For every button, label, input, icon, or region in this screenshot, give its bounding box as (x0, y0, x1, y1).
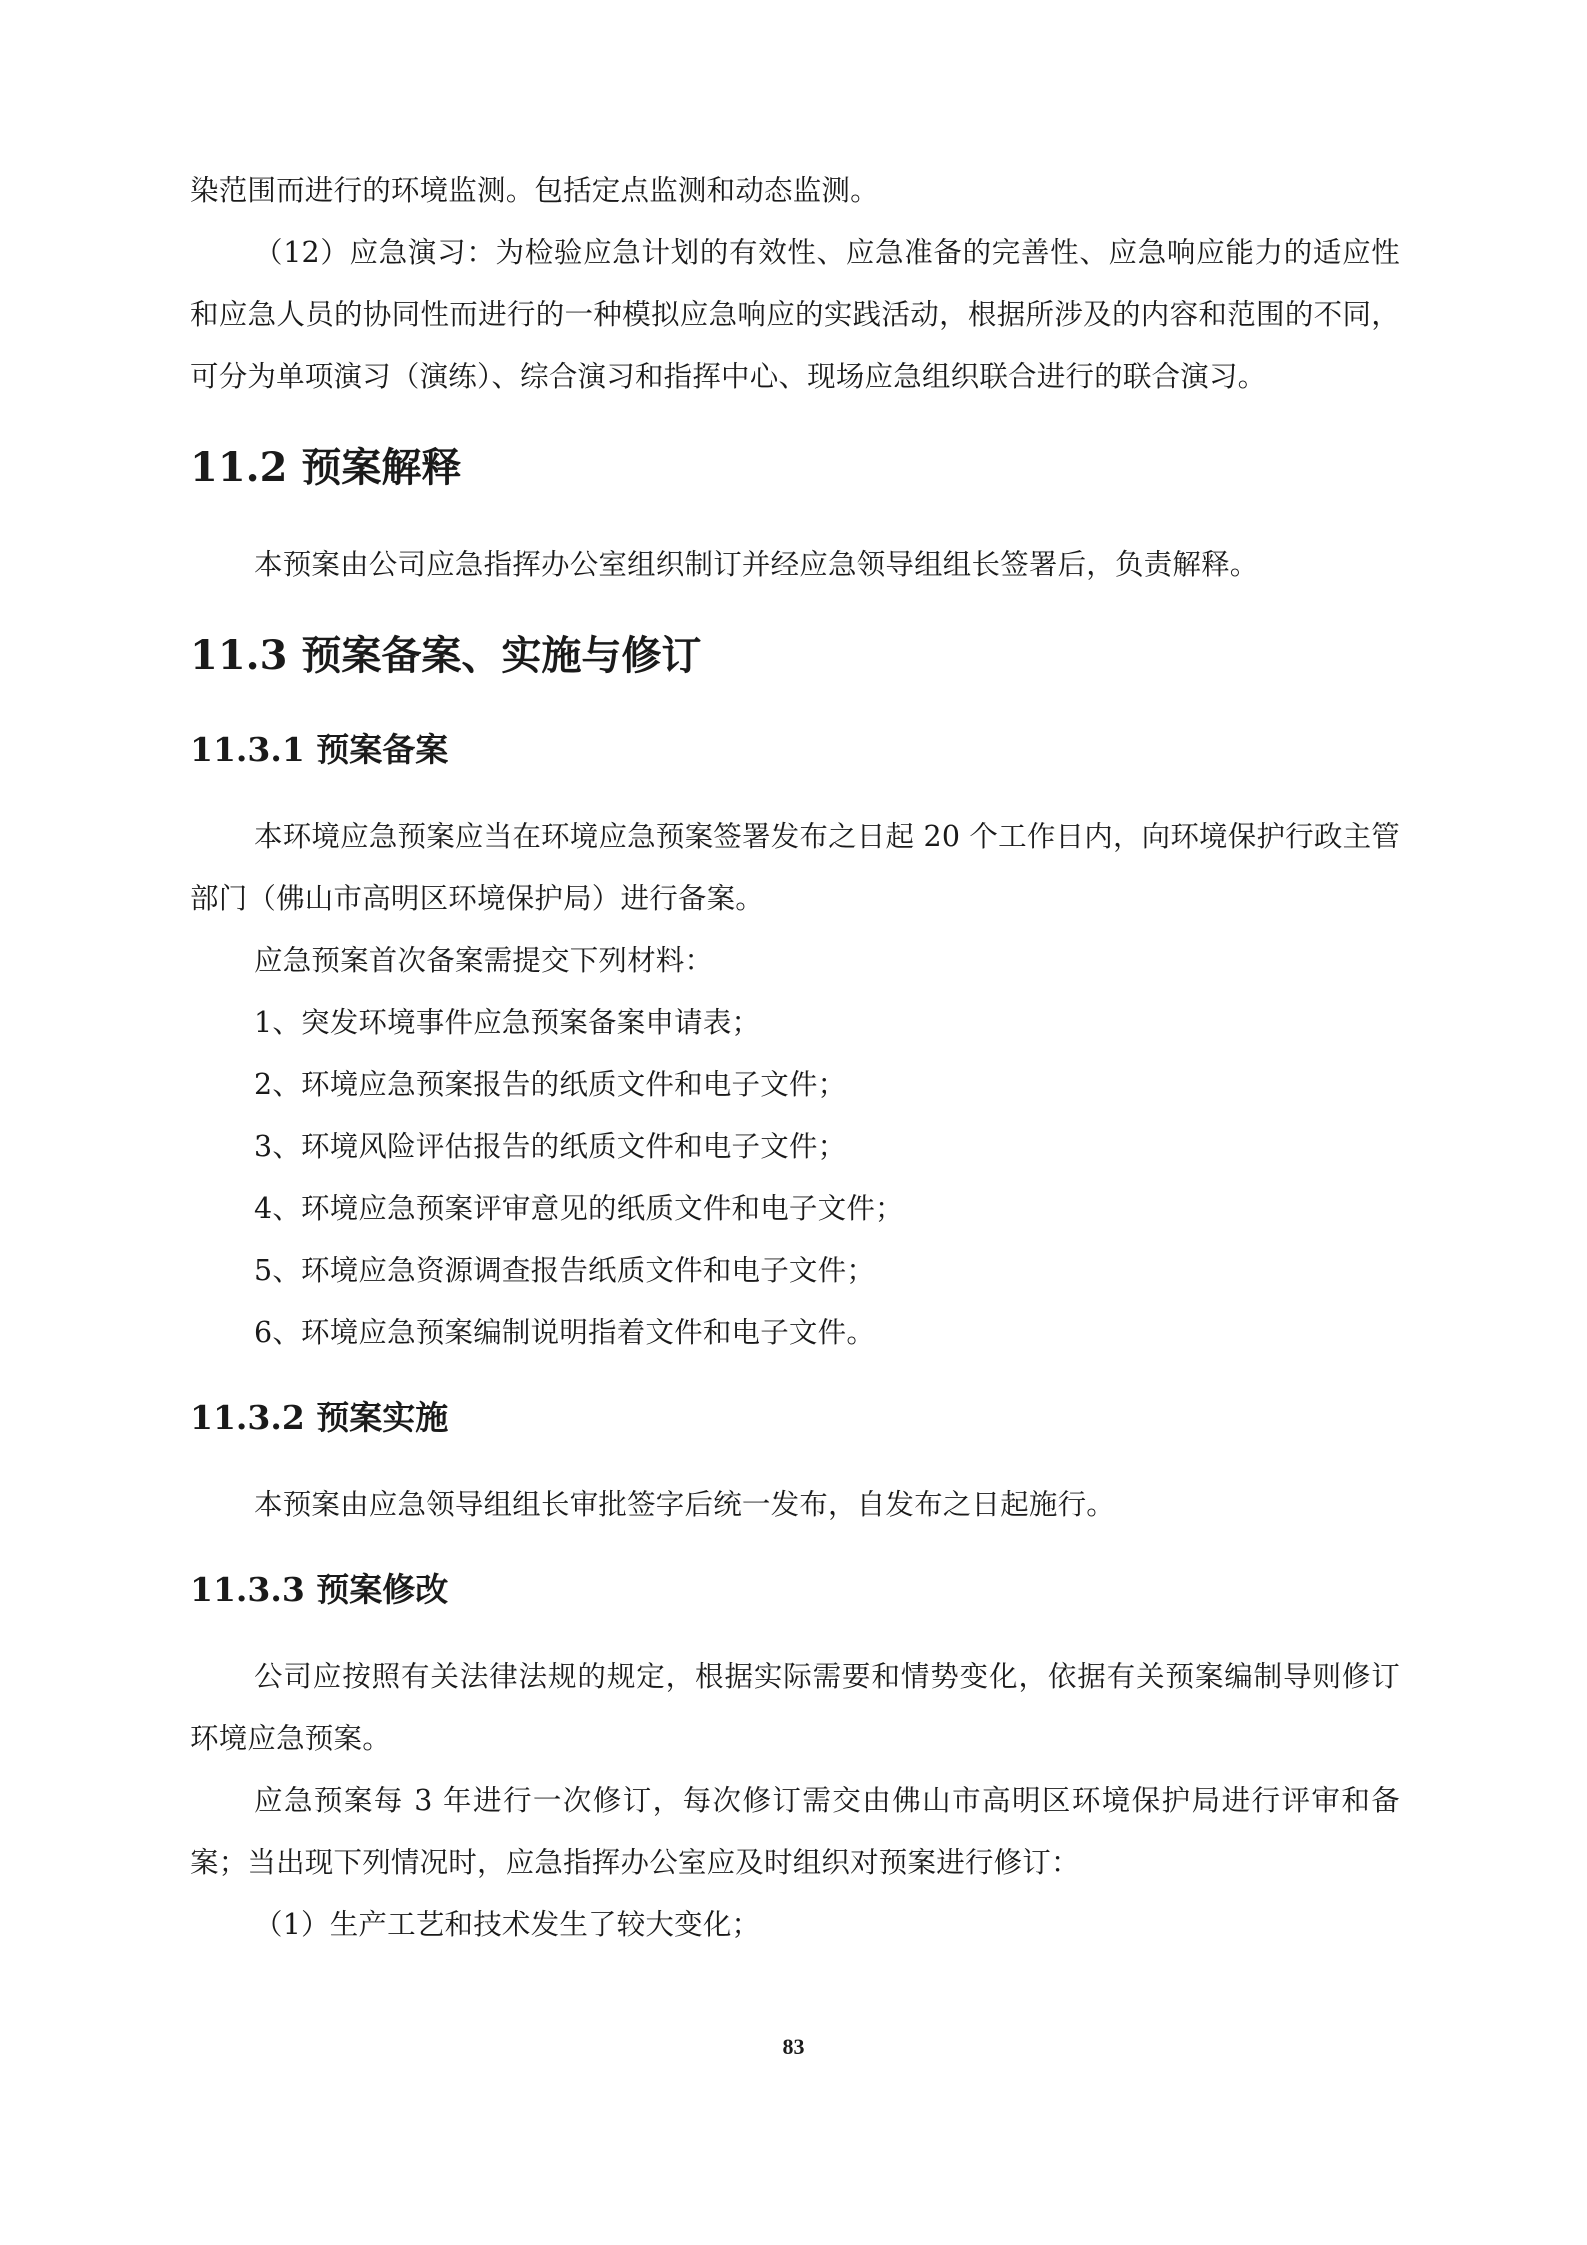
list-item: 6、环境应急预案编制说明指着文件和电子文件。 (254, 1316, 876, 1349)
paragraph-implementation: 本预案由应急领导组组长审批签字后统一发布，自发布之日起施行。 (254, 1488, 1116, 1521)
heading-11-3-1: 11.3.1 预案备案 (190, 730, 449, 769)
heading-11-3-2: 11.3.2 预案实施 (190, 1398, 449, 1437)
paragraph-emergency-drill: （12）应急演习：为检验应急计划的有效性、应急准备的完善性、应急响应能力的适应性和应急人员的协同性而进行的一种模拟应急响应的实践活动，根据所涉及的内容和范围的不同，可分为单项演习（演练）、综合演习和指挥中心、现场应急组织联合进行的联合演习。 (190, 236, 1400, 393)
heading-11-3-3: 11.3.3 预案修改 (190, 1570, 449, 1609)
list-item: 2、环境应急预案报告的纸质文件和电子文件； (254, 1068, 847, 1101)
paragraph-plan-interpretation: 本预案由公司应急指挥办公室组织制订并经应急领导组组长签署后，负责解释。 (254, 548, 1259, 581)
paragraph-revision: 公司应按照有关法律法规的规定，根据实际需要和情势变化，依据有关预案编制导则修订环境应急预案。 (190, 1660, 1400, 1755)
list-item: 3、环境风险评估报告的纸质文件和电子文件； (254, 1130, 847, 1163)
page-number: 83 (782, 2034, 805, 2059)
paragraph-continuation: 染范围而进行的环境监测。包括定点监测和动态监测。 (190, 174, 879, 207)
heading-11-2: 11.2 预案解释 (190, 444, 462, 491)
list-item: 1、突发环境事件应急预案备案申请表； (254, 1006, 761, 1039)
page-content (190, 160, 1400, 1956)
paragraph-filing-materials: 应急预案首次备案需提交下列材料： (254, 944, 714, 977)
list-item: （1）生产工艺和技术发生了较大变化； (254, 1908, 761, 1941)
list-item: 4、环境应急预案评审意见的纸质文件和电子文件； (254, 1192, 904, 1225)
paragraph-filing: 本环境应急预案应当在环境应急预案签署发布之日起 20 个工作日内，向环境保护行政主管部门（佛山市高明区环境保护局）进行备案。 (190, 820, 1400, 915)
list-item: 5、环境应急资源调查报告纸质文件和电子文件； (254, 1254, 876, 1287)
heading-11-3: 11.3 预案备案、实施与修订 (190, 632, 702, 679)
paragraph-revision-cycle: 应急预案每 3 年进行一次修订，每次修订需交由佛山市高明区环境保护局进行评审和备案；当出现下列情况时，应急指挥办公室应及时组织对预案进行修订： (190, 1784, 1400, 1879)
